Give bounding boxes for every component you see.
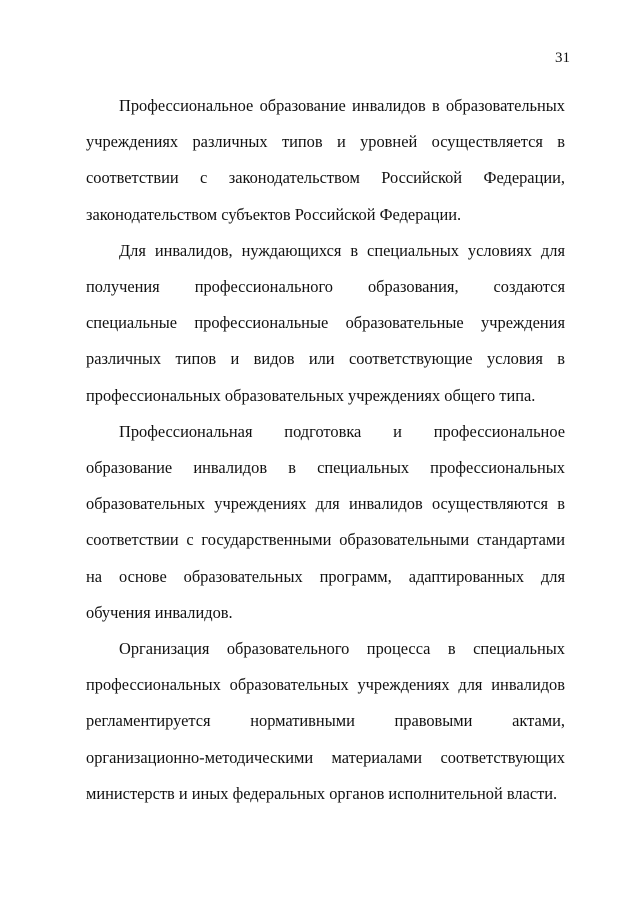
paragraph-2: Для инвалидов, нуждающихся в специальных условиях для получения профессионального образования, создаются специальные профессиональные образовательные учреждения различных типов и видов или соответствующие условия в профессиональных образовательных учреждениях общего типа.	[86, 240, 565, 405]
paragraph-4: Организация образовательного процесса в специальных профессиональных образовательных учреждениях для инвалидов регламентируется нормативными правовыми актами, организационно-методическими материалами соответствующих министерств и иных федеральных органов исполнительной власти.	[86, 639, 565, 803]
document-body	[86, 88, 565, 812]
paragraph-3: Профессиональная подготовка и профессиональное образование инвалидов в специальных профессиональных образовательных учреждениях для инвалидов осуществляются в соответствии с государственными образовательными стандартами на основе образовательных программ, адаптированных для обучения инвалидов.	[86, 421, 565, 622]
page-number: 31	[555, 50, 570, 66]
paragraph-1: Профессиональное образование инвалидов в образовательных учреждениях различных типов и уровней осуществляется в соответствии с законодательством Российской Федерации, законодательством субъектов Российской Федерации.	[86, 96, 565, 224]
